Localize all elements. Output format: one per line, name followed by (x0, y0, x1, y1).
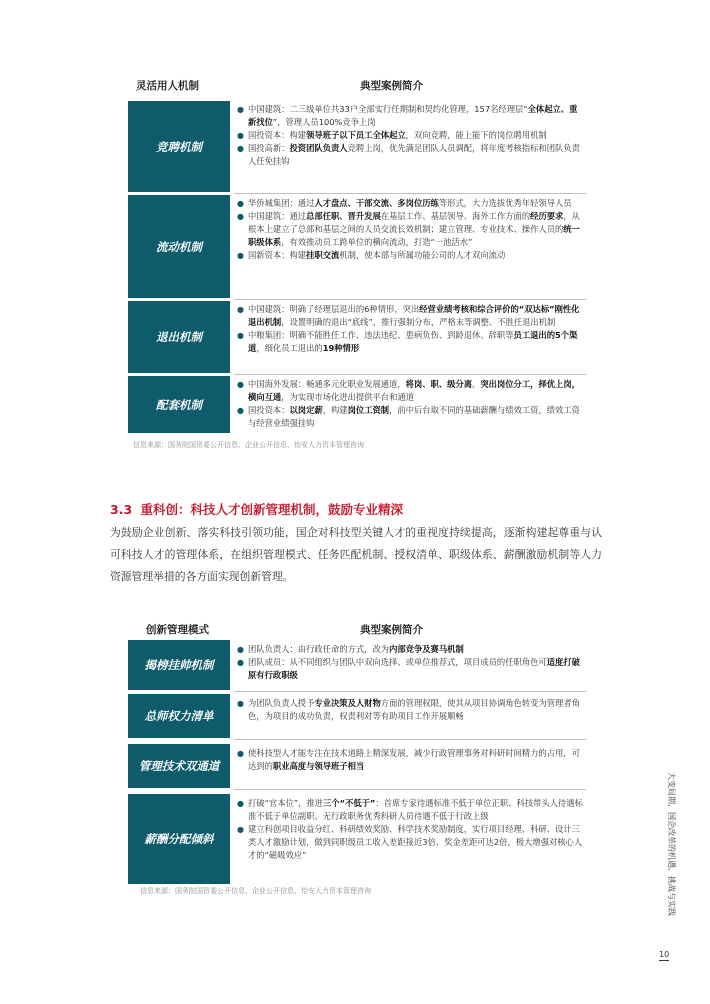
table-header (128, 74, 586, 96)
list-item (234, 643, 584, 656)
row-items (234, 797, 584, 862)
bullet-icon: ● (237, 658, 244, 668)
list-item (234, 249, 584, 262)
table-row (128, 195, 586, 298)
section-heading: 重科创：科技人才创新管理机制，鼓励专业精深 (140, 502, 404, 517)
item-text: ”，管理人员100%竞争上岗 (272, 117, 376, 128)
emphasis-text: 岗位工资制 (347, 405, 390, 416)
row-label: 退出机制 (128, 301, 230, 373)
row-label: 流动机制 (128, 195, 230, 298)
emphasis-text: 将岗、职、级分离 (405, 379, 473, 389)
row-divider (234, 374, 586, 375)
header-left: 灵活用人机制 (136, 80, 199, 92)
emphasis-text: 突出岗位分工，择优上岗，横向互通 (248, 379, 580, 403)
item-text: 机制，使本部与所属功能公司的人才双向流动 (339, 250, 506, 261)
list-item (234, 404, 584, 430)
item-text: 使科技型人才能专注在技术道路上精深发展，减少行政管理事务对科研时间精力的占用，可达到的 (248, 748, 580, 772)
header-left: 创新管理模式 (146, 624, 209, 636)
table-row (128, 101, 586, 192)
item-text: 中国建筑：二三级单位共33户全部实行任期制和契约化管理，157名经理层“ (248, 104, 528, 114)
row-label: 总师权力清单 (128, 694, 230, 738)
bullet-icon: ● (237, 825, 244, 835)
item-text: ：首席专家待遇标准不低于单位正职、科技带头人待遇标准不低于单位副职、无行政职务优秀科研人员待遇不低于行政上级 (248, 798, 583, 822)
item-text: ，双向竞聘，能上能下的岗位聘用机制 (405, 130, 547, 141)
emphasis-text: 三个“不低于” (322, 798, 376, 808)
row-items (234, 303, 584, 355)
list-item (234, 303, 584, 329)
row-label: 管理技术双通道 (128, 744, 230, 788)
item-text: 团队负责人：由行政任命的方式，改为 (248, 644, 390, 654)
item-text: 等形式，大力选拔优秀年轻领导人员 (438, 198, 572, 208)
header-right: 典型案例简介 (360, 80, 423, 92)
bullet-icon: ● (237, 699, 244, 708)
table-row (128, 301, 586, 373)
list-item (234, 378, 584, 404)
list-item (234, 656, 584, 682)
row-label: 竞聘机制 (128, 101, 230, 192)
bullet-icon: ● (237, 131, 244, 141)
bullet-icon: ● (237, 406, 244, 416)
row-label: 薪酬分配倾斜 (128, 794, 230, 884)
row-label: 配套机制 (128, 376, 230, 433)
item-text: ，前中后台取不同的基础薪酬与绩效工资，绩效工资与经营业绩强挂钩 (248, 405, 580, 429)
bullet-icon: ● (237, 105, 244, 114)
list-item (234, 142, 584, 168)
list-item (234, 210, 584, 249)
page-number: 10 (659, 950, 670, 959)
item-text: ，细化员工退出的 (256, 343, 323, 354)
list-item (234, 329, 584, 355)
item-text: 。 (472, 379, 481, 389)
emphasis-text: 挂职交流 (306, 250, 340, 261)
item-text: 华侨城集团：通过 (248, 198, 315, 208)
section-title (110, 500, 403, 518)
section-number: 3.3 (110, 502, 133, 517)
emphasis-text: 统一职级体系 (248, 224, 580, 248)
bullet-icon: ● (237, 749, 244, 758)
row-items (234, 697, 584, 723)
emphasis-text: 经营业绩考核和综合评价的“双达标”刚性化退出机制 (248, 304, 580, 328)
item-text: 为团队负责人授予 (248, 698, 315, 708)
emphasis-text: 19种情形 (322, 343, 360, 354)
item-text: 在基层工作、基层领导、海外工作方面的 (380, 211, 531, 222)
bullet-icon: ● (237, 799, 244, 808)
item-text: ，构建 (322, 405, 348, 416)
item-text: ，设置明确的退出“底线”，推行强制分布，严格末等调整、不胜任退出机制 (281, 317, 556, 328)
list-item (234, 197, 584, 210)
row-label: 揭榜挂帅机制 (128, 640, 230, 690)
header-right: 典型案例简介 (360, 624, 423, 636)
row-items (234, 643, 584, 682)
row-items (234, 103, 584, 168)
item-text: 中国建筑：明确了经理层退出的6种情形，突出 (248, 304, 420, 314)
row-items (234, 197, 584, 262)
row-items (234, 747, 584, 773)
bullet-icon: ● (237, 212, 244, 222)
emphasis-text: 经历要求 (530, 211, 564, 222)
bullet-icon: ● (237, 305, 244, 314)
row-items (234, 378, 584, 430)
item-text: 方面的管理权限，使其从项目协调角色转变为管理者角色，为项目的成功负责，权责利对等有助项目工作开展顺畅 (248, 698, 580, 722)
table-row (128, 640, 586, 690)
table2-source: 信息来源：国务院国资委公开信息、企业公开信息、怡安人力资本管理咨询 (140, 887, 371, 895)
row-divider (234, 299, 586, 300)
table-row (128, 794, 586, 884)
emphasis-text: 投资团队负责人 (289, 143, 348, 154)
emphasis-text: 专业决策及人财物 (314, 698, 381, 708)
section-paragraph: 为鼓励企业创新、落实科技引领功能，国企对科技型关键人才的重视度持续提高，逐渐构建起尊重与认可科技人才的管理体系，在组织管理模式、任务匹配机制、授权清单、职级体系、薪酬激励机制等人力资源管理举措的各方面实现创新管理。 (110, 526, 602, 583)
emphasis-text: 员工退出的5个渠道 (248, 330, 578, 354)
item-text: 团队成员：从不同组织与团队中双向选择、或单位推荐式，项目成员的任职角色可 (248, 657, 547, 668)
row-divider (234, 789, 586, 790)
emphasis-text: 适度打破原有行政职级 (248, 657, 580, 681)
bullet-icon: ● (237, 199, 244, 208)
item-text: 中国建筑：通过 (248, 211, 307, 222)
row-divider (234, 739, 586, 740)
sidebar-vertical-text (656, 772, 682, 932)
list-item (234, 747, 584, 773)
bullet-icon: ● (237, 645, 244, 654)
bullet-icon: ● (237, 251, 244, 261)
list-item (234, 697, 584, 723)
sidebar-text: 大变局期，国企改革的机遇、挑战与实践 (667, 772, 676, 916)
item-text: 国投高新： (248, 143, 290, 154)
item-text: ，有效推动员工跨单位的横向流动，打造“一池活水” (281, 237, 473, 248)
list-item (234, 129, 584, 142)
item-text: ，从根本上建立了总部和基层之间的人员交流长效机制；建立管理、专业技术、操作人员的 (248, 211, 580, 235)
item-text: 竞聘上岗，优先满足团队人员调配，将年度考核指标和团队负责人任免挂钩 (248, 143, 580, 167)
list-item (234, 103, 584, 129)
list-item (234, 797, 584, 823)
item-text: 打破“官本位”，推进 (248, 798, 323, 808)
item-text: 中粮集团：明确不能胜任工作、违法违纪、患病负伤、到龄退休、辞职等 (248, 330, 514, 341)
bullet-icon: ● (237, 331, 244, 341)
item-text: 建立科创项目收益分红、科研绩效奖励、科学技术奖励制度，实行项目经理、科研、设计三类人才激励计划，做到同职级员工收入差距接近3倍、奖金差距可达2倍，极大增强对核心人才的“磁吸效应” (248, 824, 583, 861)
item-text: 国新资本：构建 (248, 250, 307, 261)
row-divider (234, 691, 586, 692)
table1-source: 信息来源：国务院国资委公开信息、企业公开信息、怡安人力资本管理咨询 (133, 441, 364, 449)
table-row (128, 694, 586, 738)
emphasis-text: 以岗定薪 (289, 405, 323, 416)
bullet-icon: ● (237, 380, 244, 389)
table-row (128, 744, 586, 788)
table-header (128, 618, 586, 640)
emphasis-text: 人才盘点、干部交流、多岗位历练 (314, 198, 439, 208)
item-text: 国投资本： (248, 405, 290, 416)
row-divider (234, 193, 586, 194)
emphasis-text: 全体起立、重新找位 (248, 104, 578, 128)
item-text: 国投资本：构建 (248, 130, 307, 141)
emphasis-text: 总部任职、晋升发展 (306, 211, 381, 222)
item-text: ，为实现市场化进出提供平台和通道 (281, 392, 414, 403)
table-row (128, 376, 586, 433)
item-text: 中国海外发展：畅通多元化职业发展通道， (248, 379, 406, 389)
emphasis-text: 领导班子以下员工全体起立 (306, 130, 406, 141)
bullet-icon: ● (237, 144, 244, 154)
emphasis-text: 职业高度与领导班子相当 (272, 761, 365, 772)
emphasis-text: 内部竞争及赛马机制 (389, 644, 464, 654)
list-item (234, 823, 584, 862)
